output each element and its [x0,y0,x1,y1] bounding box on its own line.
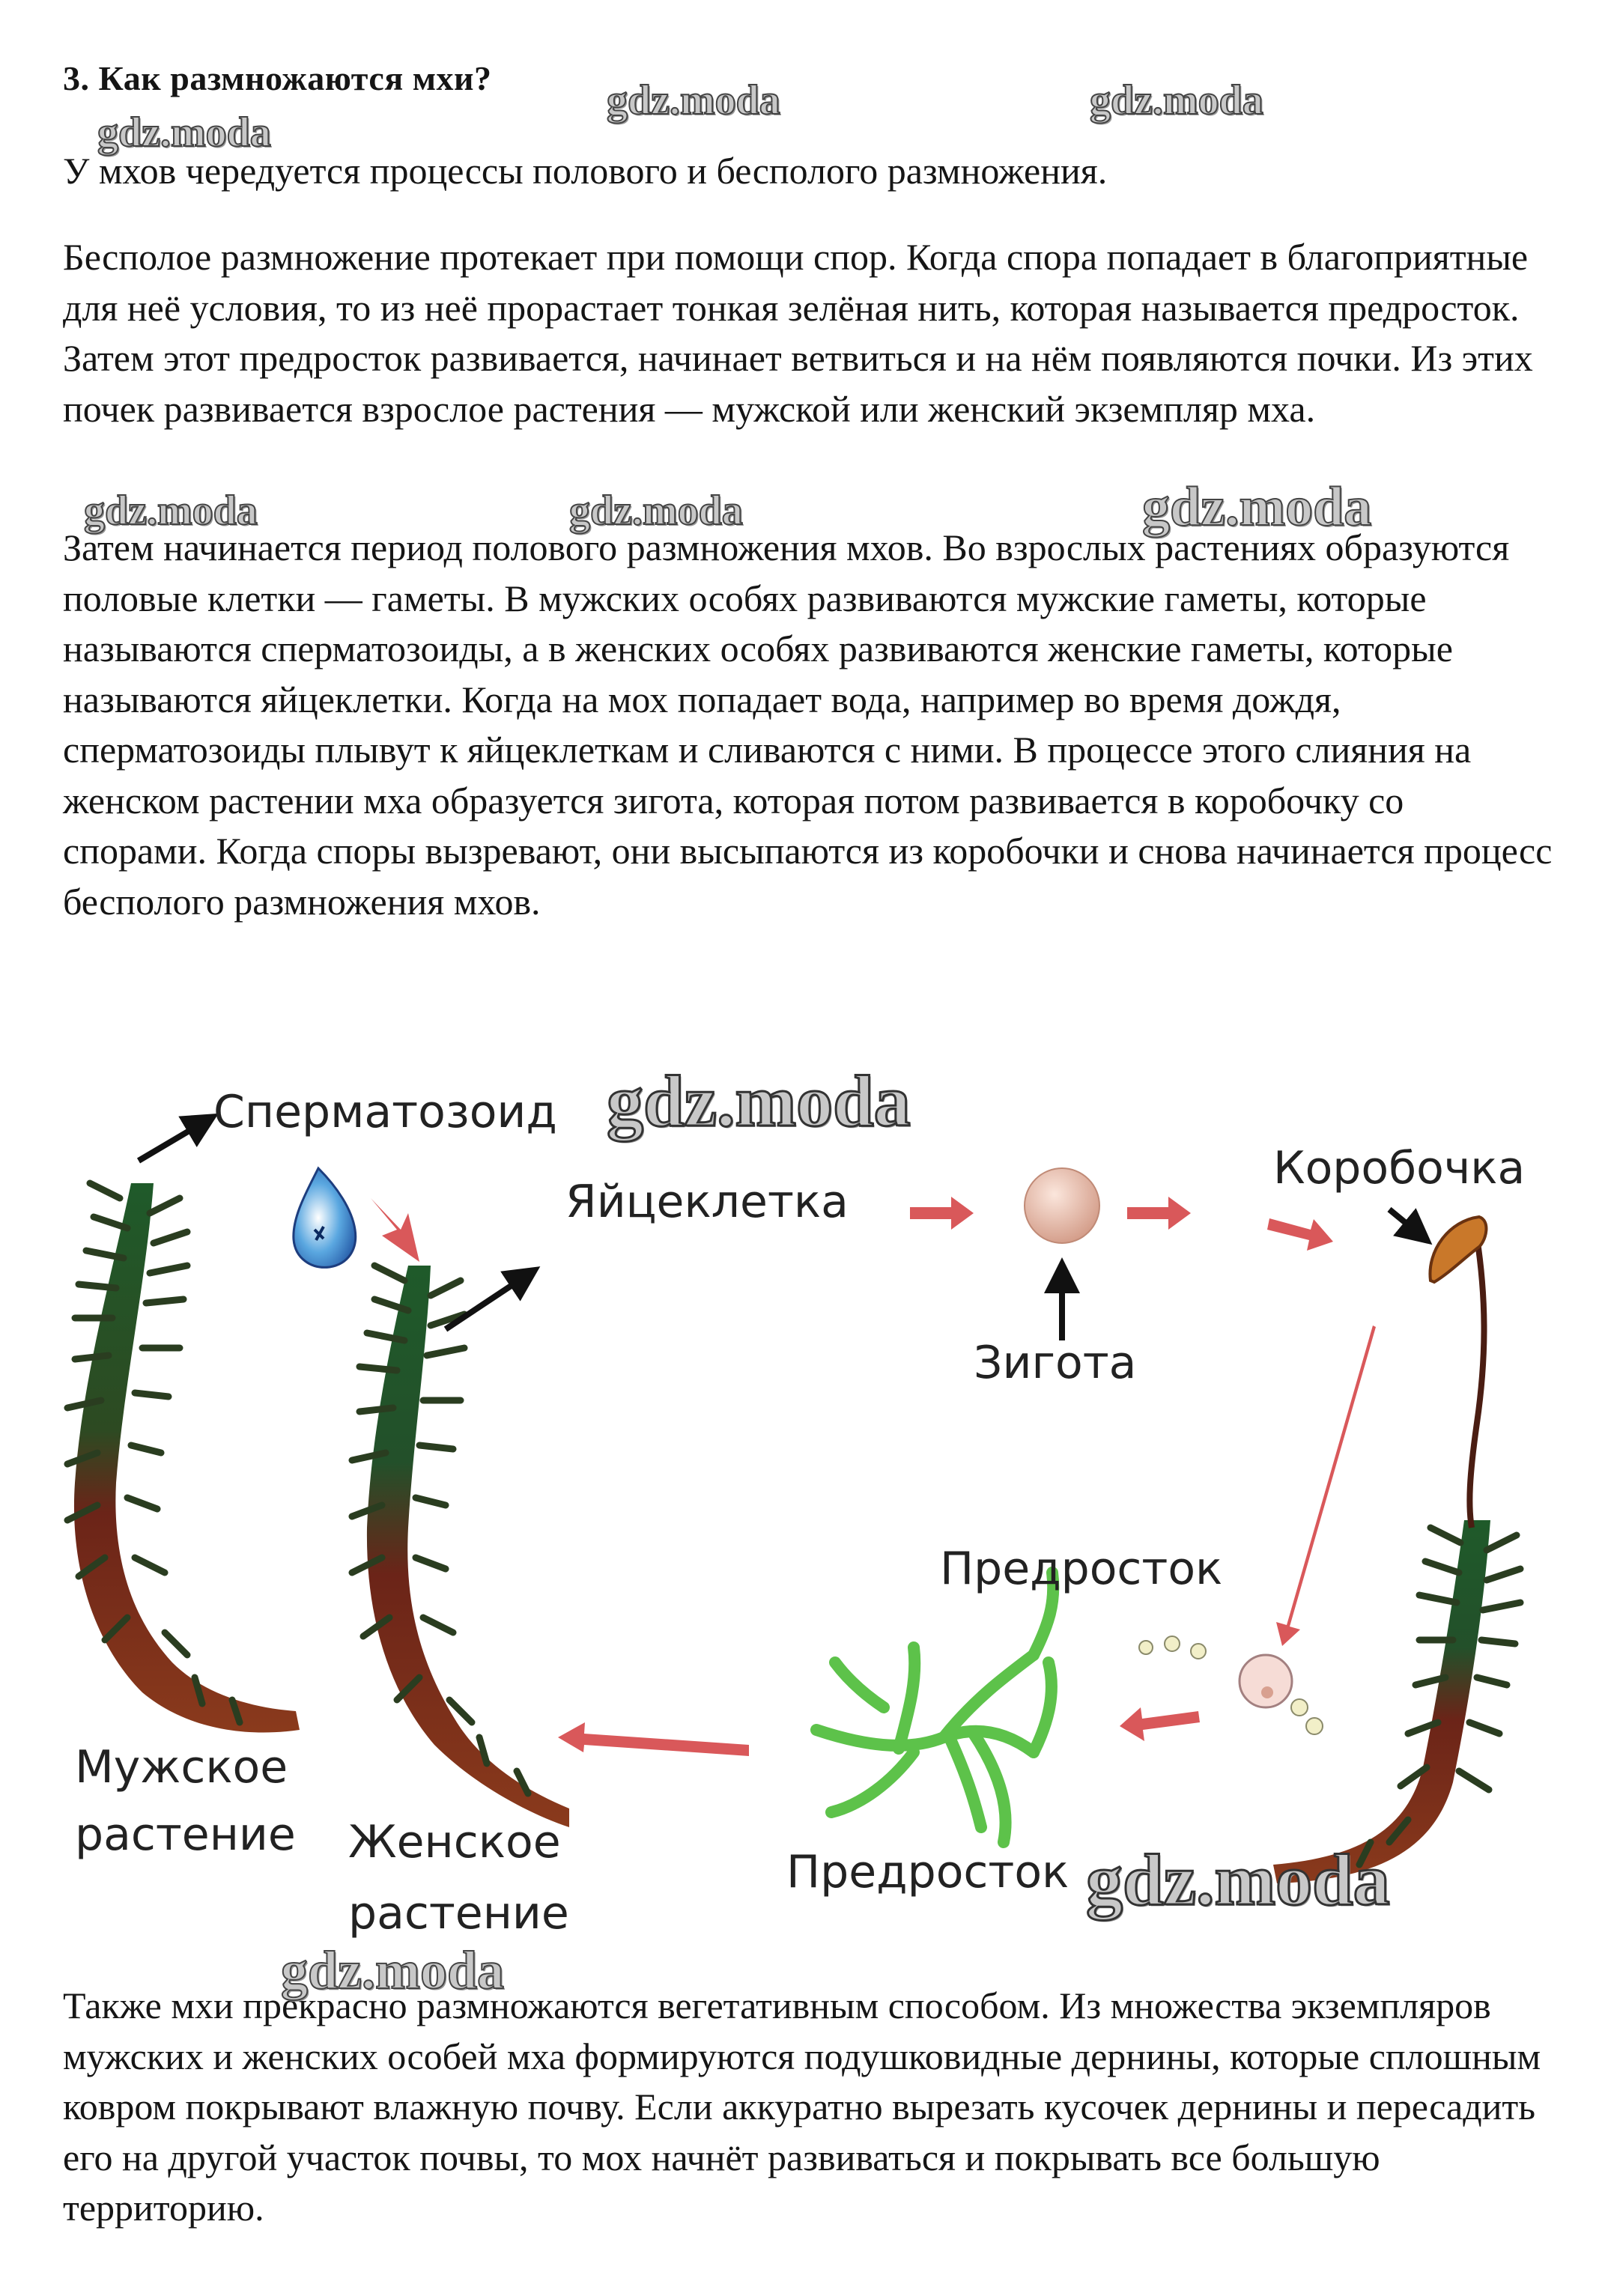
water-drop-icon [294,1168,356,1267]
protonema-filaments [816,1573,1053,1842]
page-heading: 3. Как размножаются мхи? [63,59,492,97]
label-female-line2: растение [348,1887,569,1940]
watermark: gdz.moda [607,1061,911,1142]
watermark: gdz.moda [607,77,780,124]
label-sperm: Сперматозоид [213,1086,557,1138]
watermark: gdz.moda [1086,1840,1390,1921]
moss-life-cycle-diagram [0,1033,1599,1955]
female-moss-plant [352,1266,569,1827]
watermark: gdz.moda [569,488,743,534]
paragraph-vegetative: Также мхи прекрасно размножаются вегетативным способом. Из множества экземпляров мужских и женских особей мха формируются подушковидные дернины, которые сплошным ковром покрывают влажную почву. Если аккуратно вырезать кусочек дернины и пересадить его на другой участок почвы, то мох начнёт развиваться и покрывать все большую территорию. [63,1984,1541,2229]
label-male-line2: растение [75,1808,296,1861]
male-moss-plant [67,1183,300,1732]
watermark: gdz.moda [84,488,258,534]
label-protonema-bottom: Предросток [786,1846,1069,1898]
paragraph-asexual: Бесполое размножение протекает при помощи спор. Когда спора попадает в благоприятные для неё условия, то из неё прорастает тонкая зелёная нить, которая называется предросток. Затем этот предросток развивается, начинает ветвиться и на нём появляются почки. Из этих почек развивается взрослое растения — мужской или женский экземпляр мха. [63,236,1533,430]
capsule-shape [1430,1217,1486,1282]
zygote-cell [1025,1168,1099,1243]
paragraph-sexual: Затем начинается период полового размножения мхов. Во взрослых растениях образуются половые клетки — гаметы. В мужских особях развиваются мужские гаметы, которые называются сперматозоиды, а в женских особях развиваются женские гаметы, которые называются яйцеклетки. Когда на мох попадает вода, например во время дождя, сперматозоиды плывут к яйцеклеткам и сливаются с ними. В процессе этого слияния на женском растении мха образуется зигота, которая потом развивается в коробочку со спорами. Когда споры вызревают, они высыпаются из коробочки и снова начинается процесс бесполого размножения мхов. [63,526,1553,923]
label-capsule: Коробочка [1273,1142,1526,1194]
watermark: gdz.moda [1142,476,1372,538]
paragraph-intro: У мхов чередуется процессы полового и бесполого размножения. [63,150,1108,192]
label-zygote: Зигота [974,1337,1137,1389]
watermark: gdz.moda [97,109,271,156]
watermark: gdz.moda [281,1940,505,2000]
label-egg: Яйцеклетка [565,1176,849,1228]
label-male-line1: Мужское [75,1741,288,1794]
watermark: gdz.moda [1090,77,1263,124]
label-female-line1: Женское [348,1816,561,1868]
label-protonema-top: Предросток [940,1543,1223,1595]
